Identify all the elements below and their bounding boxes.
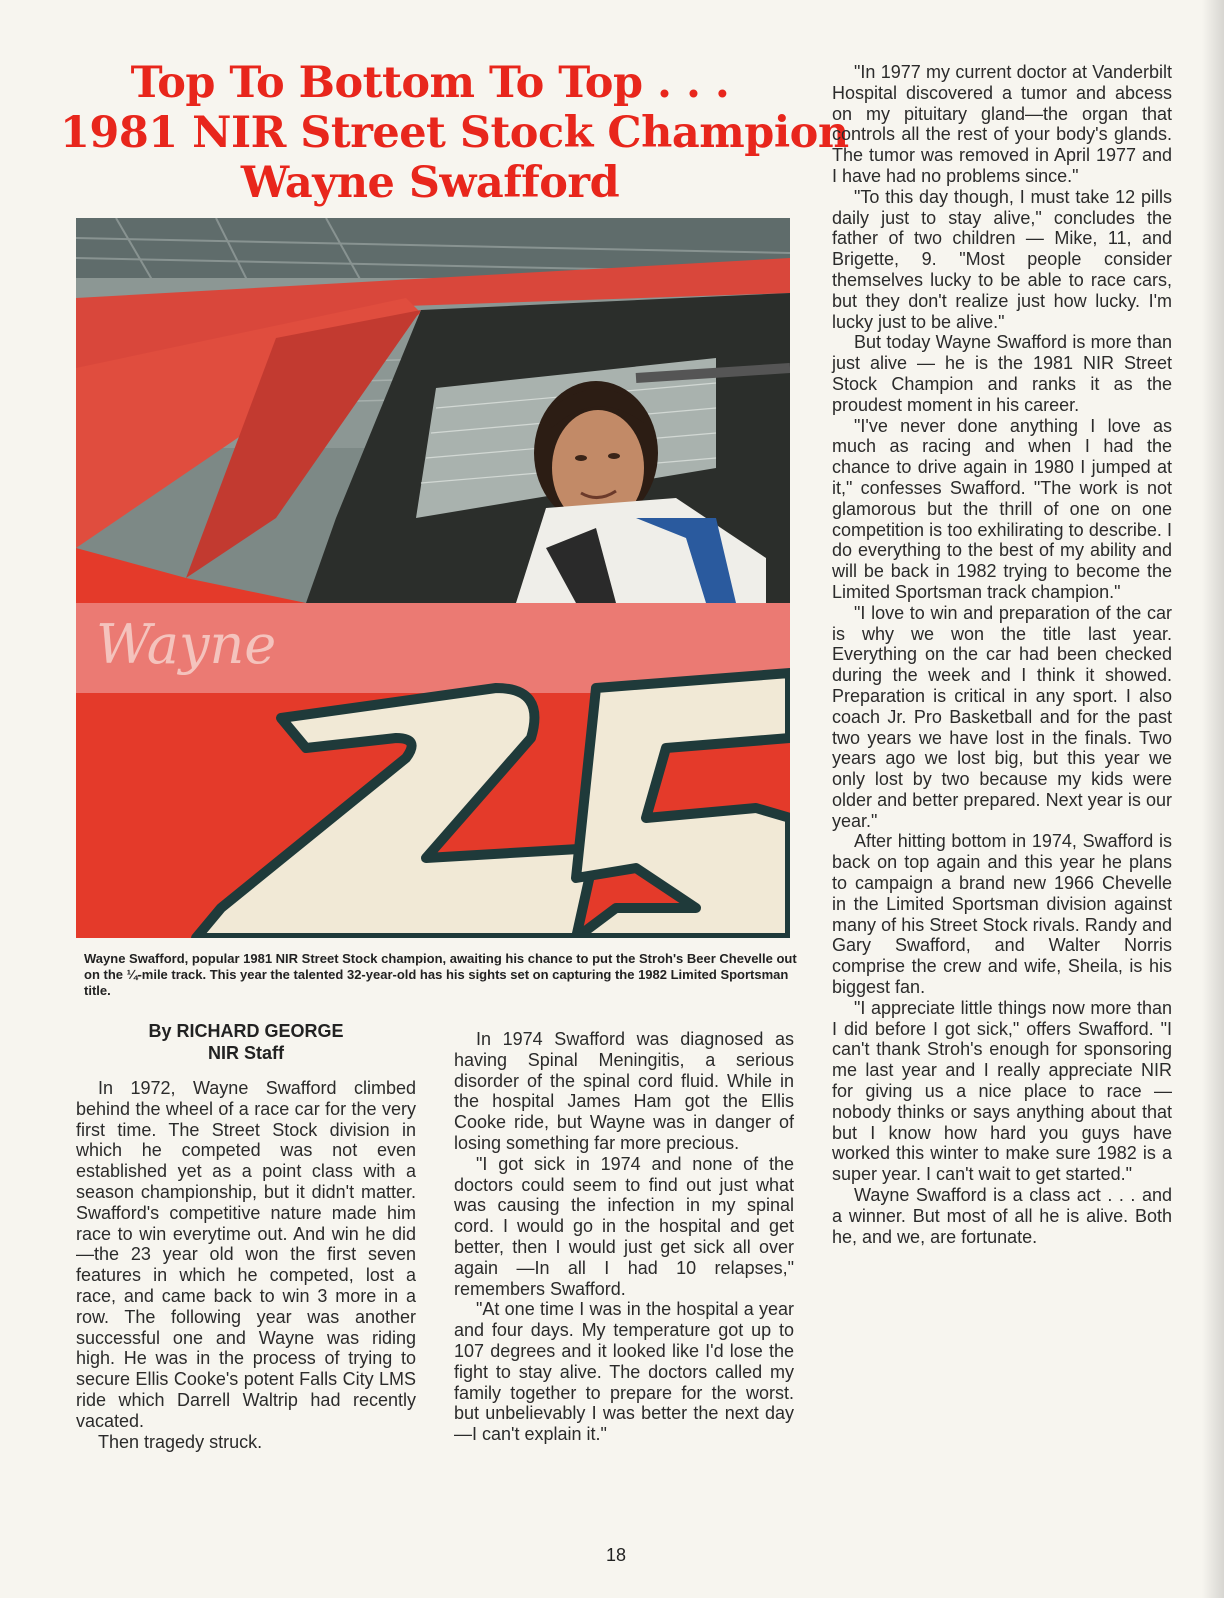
headline-line-3: Wayne Swafford [240, 158, 620, 208]
car-script-lettering: Wayne [96, 613, 277, 676]
paragraph: "I appreciate little things now more than I did before I got sick," offers Swafford. "I can't thank Stroh's enough for sponsoring me last year and I really appreciate NIR for giving us a nice place to race — nobody thinks or says anything about that but I know how hard you guys have worked this winter to make sure 1982 is a super year. I can't wait to get started." [832, 997, 1172, 1185]
photo-caption: Wayne Swafford, popular 1981 NIR Street Stock champion, awaiting his chance to put the Stroh's Beer Chevelle out on the ¼-mile track. This year the talented 32-year-old has his sights set on capturing the 1982 Limited Sportsman title. [84, 951, 797, 998]
headline-line-2: 1981 NIR Street Stock Champion [60, 108, 849, 158]
article-column-1 [76, 1020, 416, 1452]
headline-line-1: Top To Bottom To Top . . . [130, 58, 730, 108]
byline-author: By RICHARD GEORGE [148, 1021, 344, 1041]
article-column-2 [454, 1029, 794, 1445]
paragraph: "I've never done anything I love as much as racing and when I had the chance to drive again in 1980 I jumped at it," confesses Swafford. "The work is not glamorous but the thrill of one on one competition is too exhilirating to describe. I do everything to the best of my ability and will be back in 1982 trying to become the Limited Sportsman track champion." [832, 415, 1172, 602]
byline [76, 1020, 416, 1064]
paragraph: In 1972, Wayne Swafford climbed behind the wheel of a race car for the very first time. The Street Stock division in which he competed was not even established yet as a point class with a season championship, but it didn't matter. Swafford's competitive nature made him race to win everytime out. And win he did—the 23 year old won the first seven features in which he competed, lost a race, and came back to win 3 more in a row. The following year was another successful one and Wayne was riding high. He was in the process of trying to secure Ellis Cooke's potent Falls City LMS ride which Darrell Waltrip had recently vacated. [76, 1078, 416, 1431]
article-headline [60, 58, 849, 208]
driver-photo-illustration [76, 218, 790, 938]
paragraph: "I love to win and preparation of the car is why we won the title last year. Everything on the car had been checked during the week and I think it showed. Preparation is critical in any sport. I also coach Jr. Pro Basketball and for the past two years we have lost in the finals. Two years ago we lost big, but this year we only lost by two because my kids were older and better prepared. Next year is our year." [832, 602, 1172, 831]
paragraph: But today Wayne Swafford is more than just alive — he is the 1981 NIR Street Stock Champion and ranks it as the proudest moment in his career. [832, 332, 1172, 415]
paragraph: Wayne Swafford is a class act . . . and a winner. But most of all he is alive. Both he, and we, are fortunate. [832, 1185, 1172, 1247]
paragraph: "At one time I was in the hospital a year and four days. My temperature got up to 107 degrees and it looked like I'd lose the fight to stay alive. The doctors called my family together to prepare for the worst. but unbelievably I was better the next day—I can't explain it." [454, 1299, 794, 1445]
paragraph: "In 1977 my current doctor at Vanderbilt Hospital discovered a tumor and abcess on my pituitary gland—the organ that controls all the rest of your body's glands. The tumor was removed in April 1977 and I have had no problems since." [832, 62, 1172, 186]
paragraph: "I got sick in 1974 and none of the doctors could seem to find out just what was causing the infection in my spinal cord. I would go in the hospital and get better, then I would just get sick all over again —In all I had 10 relapses," remembers Swafford. [454, 1153, 794, 1299]
paragraph: After hitting bottom in 1974, Swafford is back on top again and this year he plans to campaign a brand new 1966 Chevelle in the Limited Sportsman division against many of his Street Stock rivals. Randy and Gary Swafford, and Walter Norris comprise the crew and wife, Sheila, is his biggest fan. [832, 831, 1172, 998]
page-number: 18 [605, 1545, 627, 1565]
page-edge-shadow [1202, 0, 1224, 1598]
driver-photo [76, 218, 790, 938]
paragraph: Then tragedy struck. [98, 1431, 263, 1452]
paragraph: In 1974 Swafford was diagnosed as having Spinal Meningitis, a serious disorder of the spinal cord fluid. While in the hospital James Ham got the Ellis Cooke ride, but Wayne was in danger of losing something far more precious. [454, 1029, 794, 1153]
byline-affiliation: NIR Staff [208, 1043, 284, 1063]
paragraph: "To this day though, I must take 12 pills daily just to stay alive," concludes the father of two children — Mike, 11, and Brigette, 9. "Most people consider themselves lucky to be able to race cars, but they don't realize just how lucky. I'm lucky just to be alive." [832, 186, 1172, 332]
article-column-3 [832, 62, 1172, 1247]
